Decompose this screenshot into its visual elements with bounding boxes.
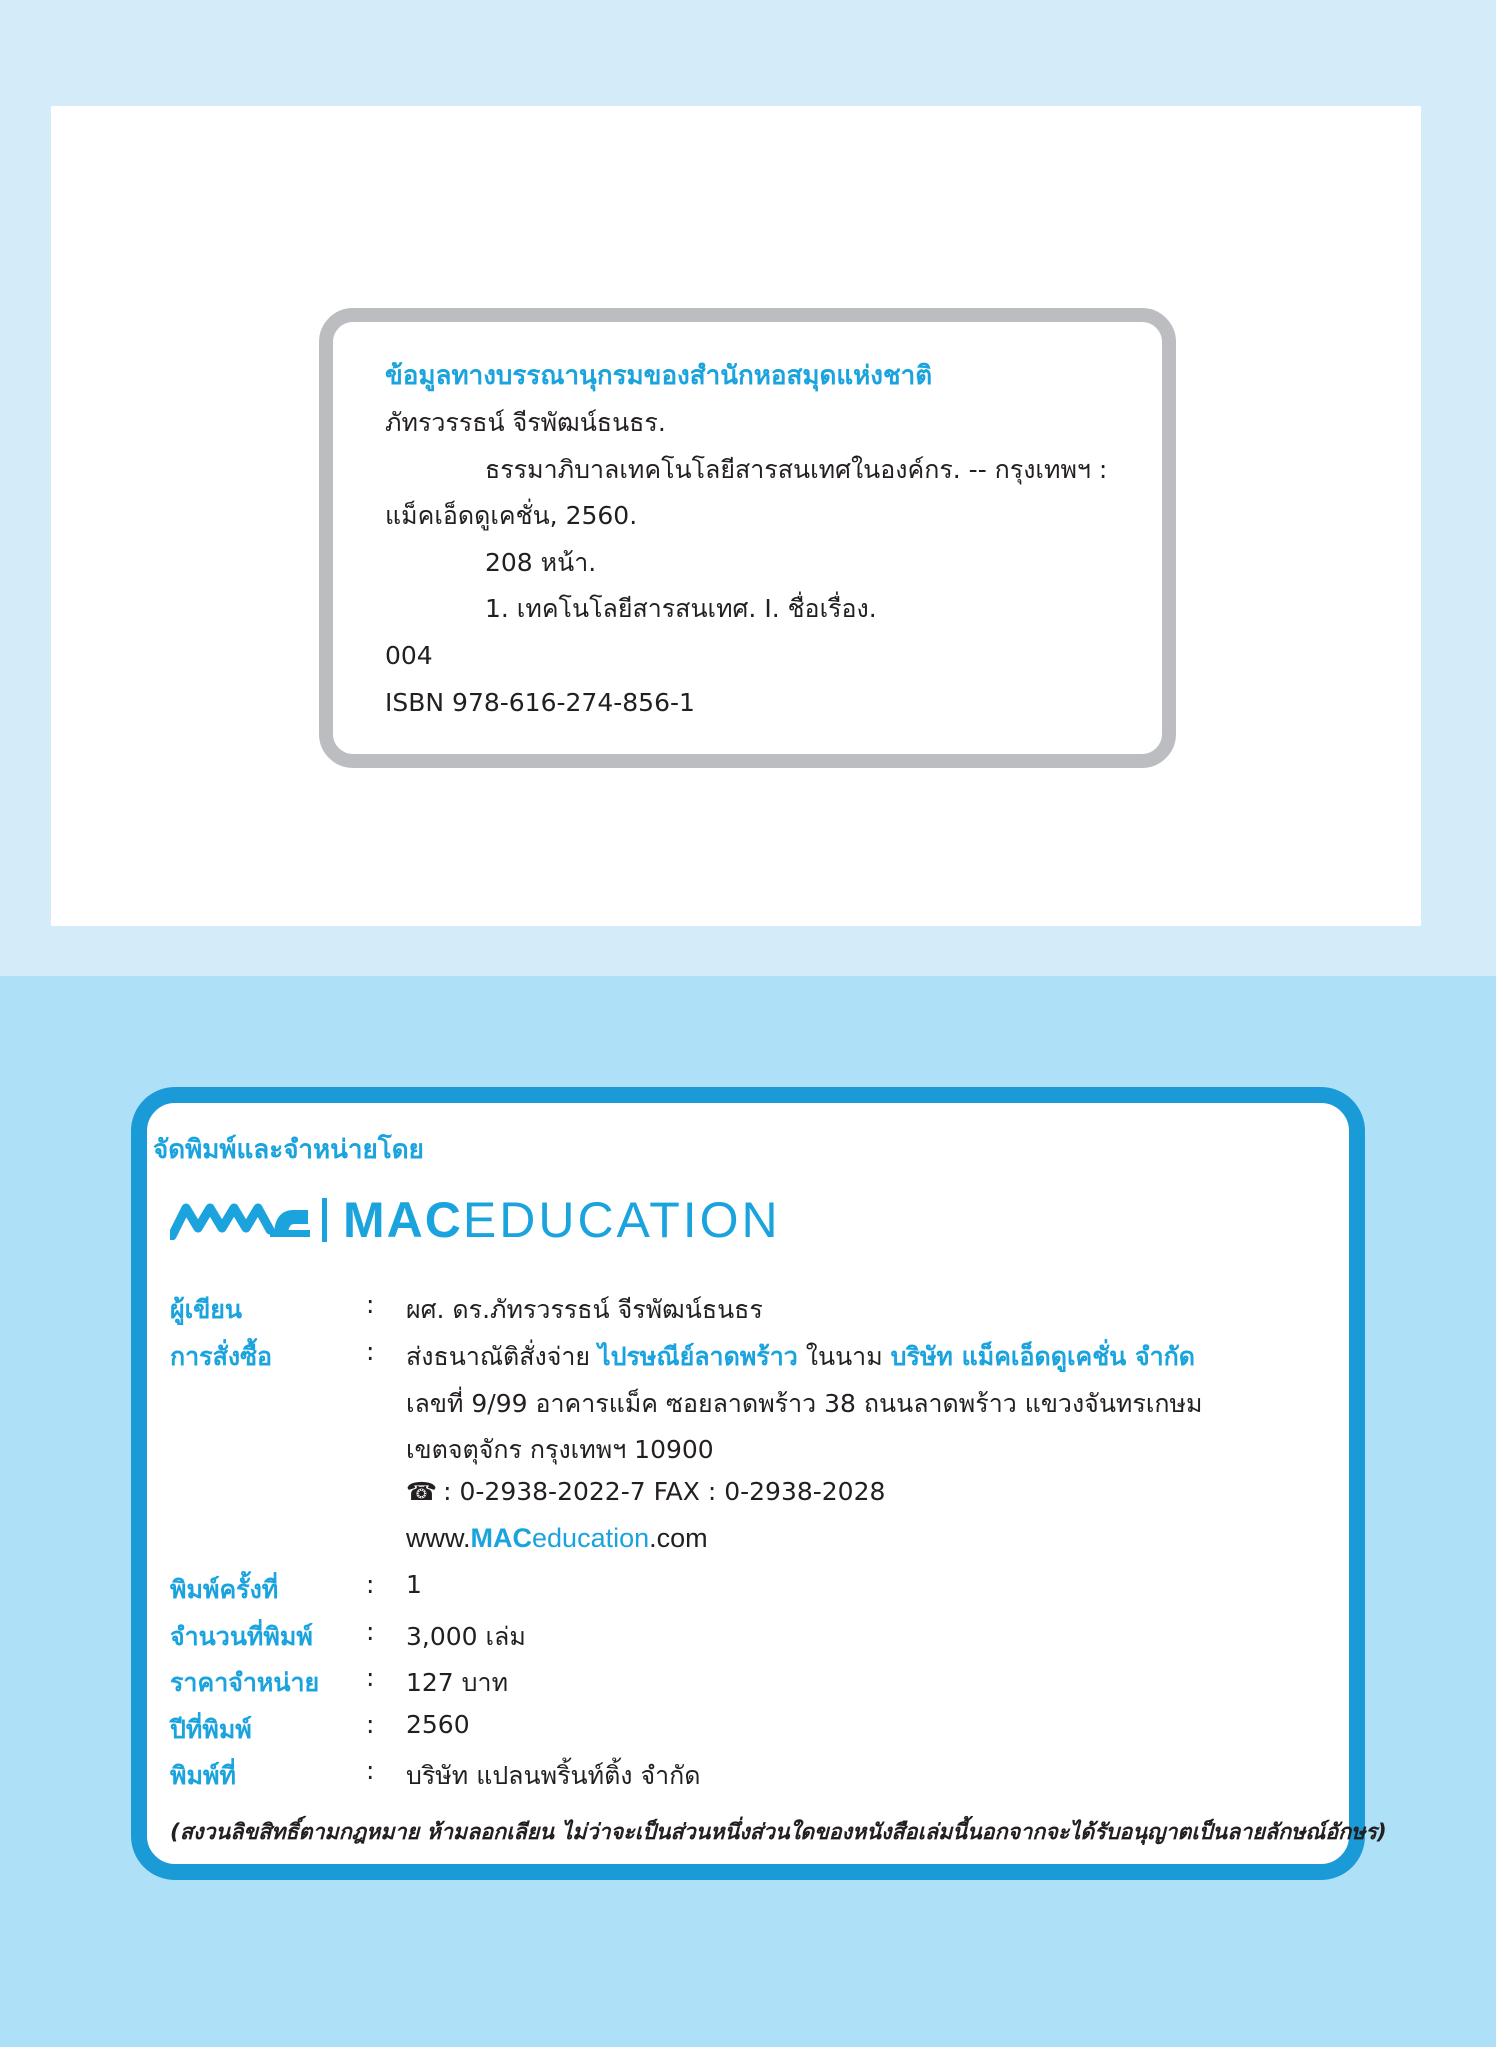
- year-colon: :: [366, 1710, 375, 1739]
- author-label: ผู้เขียน: [170, 1295, 243, 1324]
- address-line-2: เขตจตุจักร กรุงเทพฯ 10900: [406, 1435, 714, 1464]
- cip-publisher-line: แม็คเอ็ดดูเคชั่น, 2560.: [385, 501, 638, 530]
- year-value: 2560: [406, 1710, 470, 1739]
- phone-line: [406, 1477, 885, 1506]
- year-label: ปีที่พิมพ์: [170, 1715, 252, 1744]
- publisher-heading: จัดพิมพ์และจำหน่ายโดย: [153, 1135, 424, 1165]
- phone-icon: ☎: [406, 1477, 438, 1506]
- address-line-1: เลขที่ 9/99 อาคารแม็ค ซอยลาดพร้าว 38 ถนนลาดพร้าว แขวงจันทรเกษม: [406, 1389, 1203, 1418]
- cip-isbn: ISBN 978-616-274-856-1: [385, 688, 695, 717]
- logo-divider: [322, 1198, 327, 1242]
- author-colon: :: [366, 1290, 375, 1319]
- logo-mac-text: MAC: [343, 1192, 463, 1248]
- website-mid: education: [532, 1523, 650, 1553]
- edition-value: 1: [406, 1570, 422, 1599]
- order-value: [406, 1337, 1195, 1377]
- edition-label: พิมพ์ครั้งที่: [170, 1575, 279, 1604]
- order-colon: :: [366, 1337, 375, 1366]
- mac-logo-icon: [170, 1200, 312, 1240]
- copyright-notice: (สงวนลิขสิทธิ์ตามกฎหมาย ห้ามลอกเลียน ไม่ว่าจะเป็นส่วนหนึ่งส่วนใดของหนังสือเล่มนี้นอกจากจะได้รับอนุญาตเป็นลายลักษณ์อักษร): [170, 1820, 1387, 1845]
- printer-value: บริษัท แปลนพริ้นท์ติ้ง จำกัด: [406, 1761, 701, 1790]
- website-prefix: www.: [406, 1523, 471, 1553]
- website-link[interactable]: [406, 1523, 708, 1554]
- printer-colon: :: [366, 1756, 375, 1785]
- price-colon: :: [366, 1663, 375, 1692]
- cip-title-line: ธรรมาภิบาลเทคโนโลยีสารสนเทศในองค์กร. -- กรุงเทพฯ :: [485, 455, 1108, 484]
- cip-class-number: 004: [385, 641, 433, 670]
- order-company: บริษัท แม็คเอ็ดดูเคชั่น จำกัด: [890, 1342, 1196, 1371]
- order-label: การสั่งซื้อ: [170, 1342, 273, 1371]
- cip-subject: 1. เทคโนโลยีสารสนเทศ. I. ชื่อเรื่อง.: [485, 594, 877, 623]
- mac-education-logo: [170, 1192, 781, 1248]
- order-prefix: ส่งธนาณัติสั่งจ่าย: [406, 1342, 591, 1371]
- order-post-office: ไปรษณีย์ลาดพร้าว: [598, 1342, 798, 1371]
- website-suffix: .com: [649, 1523, 708, 1553]
- cip-author: ภัทรวรรธน์ จีรพัฒน์ธนธร.: [385, 408, 666, 437]
- price-value: 127 บาท: [406, 1668, 509, 1697]
- cip-pages: 208 หน้า.: [485, 548, 597, 577]
- website-brand: MAC: [470, 1523, 533, 1553]
- phone-numbers: : 0-2938-2022-7 FAX : 0-2938-2028: [443, 1477, 886, 1506]
- copies-colon: :: [366, 1617, 375, 1646]
- logo-education-text: EDUCATION: [462, 1192, 781, 1248]
- author-value: ผศ. ดร.ภัทรวรรธน์ จีรพัฒน์ธนธร: [406, 1295, 763, 1324]
- price-label: ราคาจำหน่าย: [170, 1668, 320, 1697]
- printer-label: พิมพ์ที่: [170, 1761, 236, 1790]
- cip-title: ข้อมูลทางบรรณานุกรมของสำนักหอสมุดแห่งชาติ: [385, 361, 933, 391]
- order-mid: ในนาม: [805, 1342, 883, 1371]
- copies-value: 3,000 เล่ม: [406, 1622, 526, 1651]
- copies-label: จำนวนที่พิมพ์: [170, 1622, 313, 1651]
- edition-colon: :: [366, 1570, 375, 1599]
